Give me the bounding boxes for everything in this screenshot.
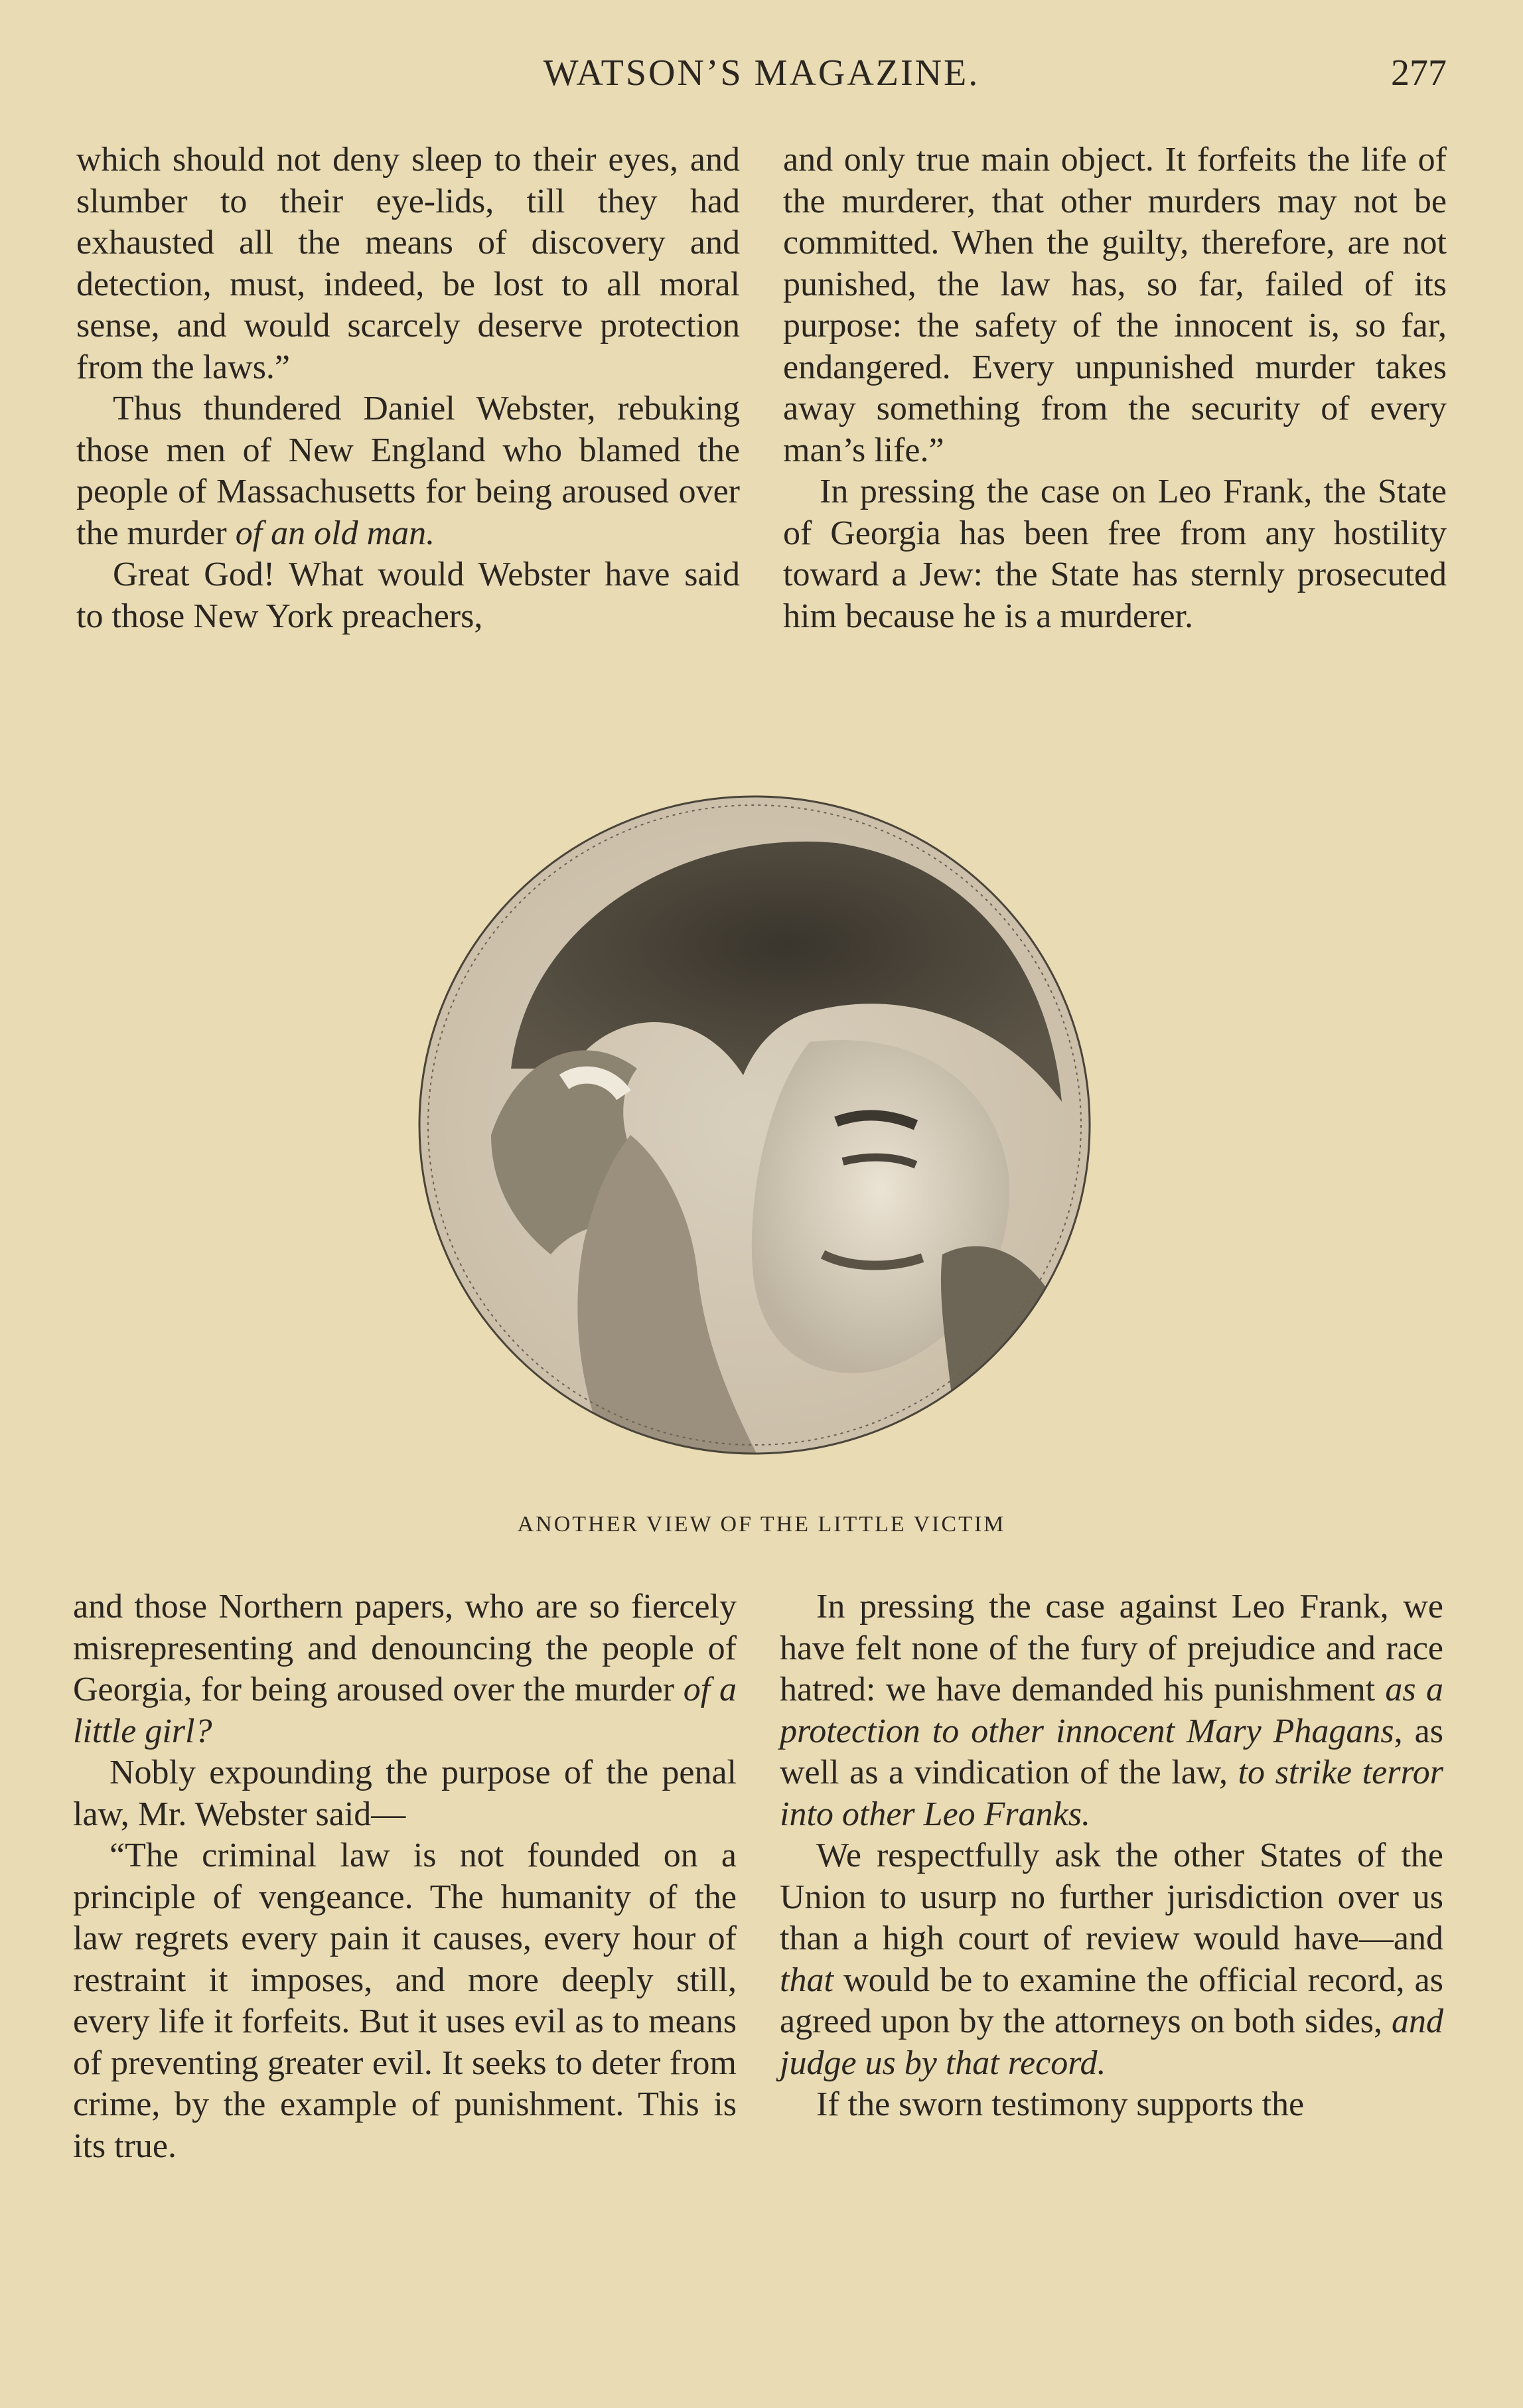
text-run: If the sworn testimony supports the xyxy=(816,2085,1305,2123)
paragraph xyxy=(780,1835,1443,2084)
paragraph xyxy=(73,1835,737,2167)
paragraph xyxy=(783,471,1447,637)
paragraph xyxy=(73,1586,737,1752)
italic-text: of an old man. xyxy=(235,514,435,552)
portrait-photo xyxy=(411,790,1098,1460)
paragraph xyxy=(76,139,740,388)
text-run: , as well as a vindication of the law, xyxy=(780,1712,1443,1791)
figure-caption: ANOTHER VIEW OF THE LITTLE VICTIM xyxy=(517,1512,1006,1537)
text-run: and those Northern papers, who are so fiercely misrepresenting and denouncing the people of Georgia, for being aroused over the murder xyxy=(73,1588,737,1708)
paragraph xyxy=(76,554,740,637)
column-top-left xyxy=(76,139,740,637)
column-top-right xyxy=(783,139,1447,637)
text-run: Thus thundered Daniel Webster, rebuking those men of New England who blamed the people of Massachusetts for being aroused over the murder xyxy=(76,390,740,552)
text-run: which should not deny sleep to their eyes, and slumber to their eye-lids, till they had exhausted all the means of discovery and detection, must, indeed, be lost to all moral sense, and would scarcely deserve protection from the laws.” xyxy=(76,141,740,386)
page-header xyxy=(0,52,1523,98)
victim-portrait xyxy=(411,790,1098,1460)
paragraph xyxy=(780,1586,1443,1835)
italic-text: to strike terror into other Leo Franks. xyxy=(780,1754,1444,1833)
italic-text: of a little girl? xyxy=(73,1671,737,1750)
italic-text: that xyxy=(780,1961,834,1999)
paragraph xyxy=(783,139,1447,471)
running-title: WATSON’S MAGAZINE. xyxy=(543,52,980,94)
text-run: Nobly expounding the purpose of the penal law, Mr. Webster said— xyxy=(73,1754,737,1833)
text-run: Great God! What would Webster have said to those New York preachers, xyxy=(76,556,740,635)
text-run: We respectfully ask the other States of the Union to usurp no further jurisdiction over us than a high court of review would have—and xyxy=(780,1837,1443,1957)
column-bottom-left xyxy=(73,1586,737,2167)
column-bottom-right xyxy=(780,1586,1443,2126)
page-number: 277 xyxy=(1391,52,1447,94)
text-run: In pressing the case on Leo Frank, the State of Georgia has been free from any hostility toward a Jew: the State has sternly prosecuted him because he is a murderer. xyxy=(783,473,1447,635)
text-run: In pressing the case against Leo Frank, we have felt none of the fury of prejudice and race hatred: we have demanded his punishment xyxy=(780,1588,1443,1708)
paragraph xyxy=(780,2084,1443,2126)
text-run: would be to examine the official record, as agreed upon by the attorneys on both sides, xyxy=(780,1961,1443,2040)
text-run: “The criminal law is not founded on a principle of vengeance. The humanity of the law regrets every pain it causes, every hour of restraint it imposes, and more deeply still, every life it forfeits. But it uses evil as to means of preventing greater evil. It seeks to deter from crime, by the example of punishment. This is its true. xyxy=(73,1837,737,2165)
text-run: and only true main object. It forfeits the life of the murderer, that other murders may not be committed. When the guilty, therefore, are not punished, the law has, so far, failed of its purpose: the safety of the innocent is, so far, endangered. Every unpunished murder takes away something from the security of every man’s life.” xyxy=(783,141,1447,469)
paragraph xyxy=(76,388,740,554)
paragraph xyxy=(73,1752,737,1835)
italic-text: and judge us by that record. xyxy=(780,2002,1443,2082)
italic-text: as a protection to other innocent Mary Phagans xyxy=(780,1671,1443,1750)
